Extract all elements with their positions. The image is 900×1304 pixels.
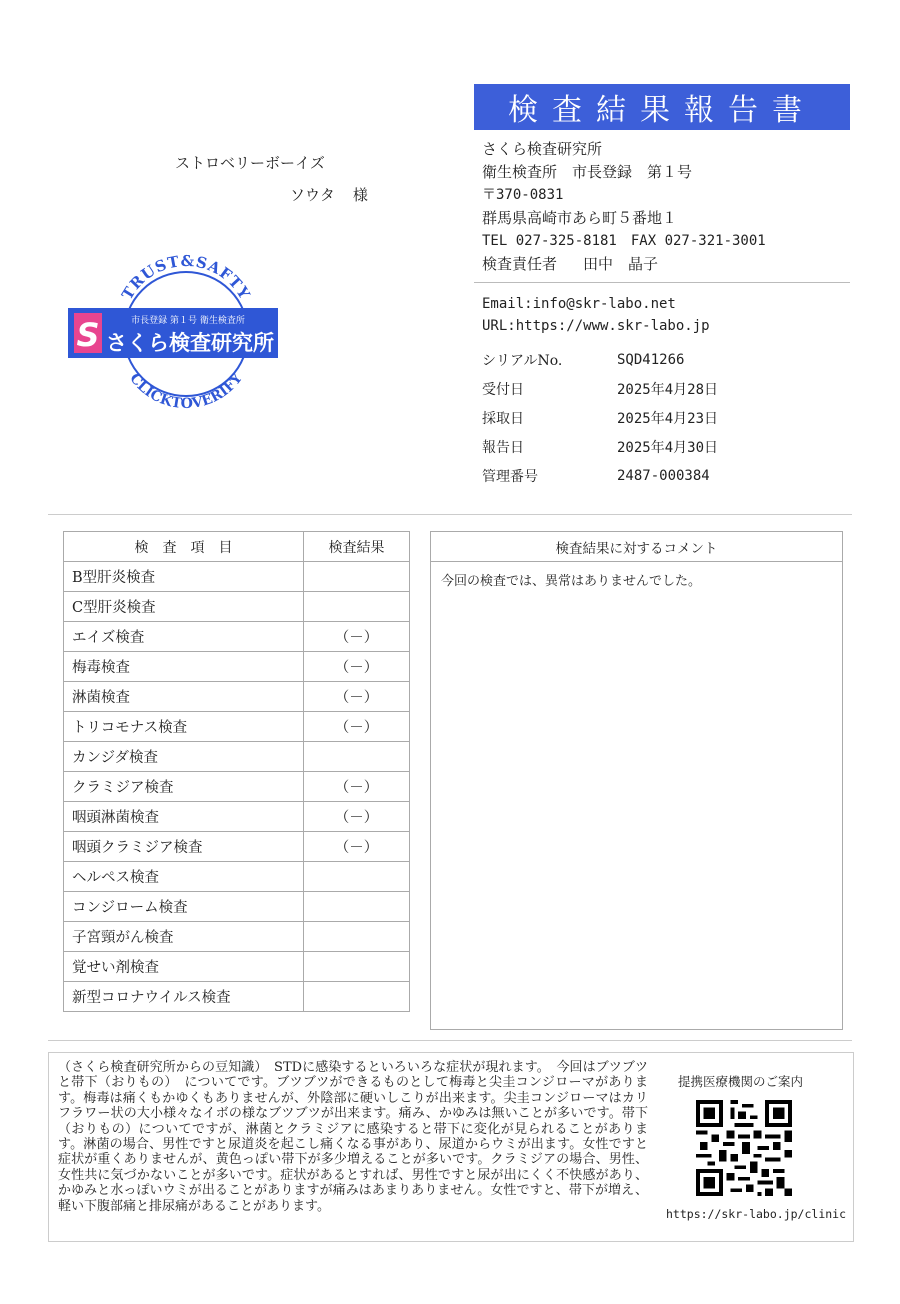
logo-small-text: 市長登録 第１号 衛生検査所 [131, 316, 245, 326]
issuer-contact [482, 293, 710, 337]
meta-value: 2025年4月23日 [617, 410, 719, 427]
logo-bottom-text: CLICKTOVERIFY [126, 370, 246, 410]
clinic-label: 提携医療機関のご案内 [678, 1074, 804, 1089]
issuer-registration: 衛生検査所 市長登録 第１号 [482, 163, 693, 181]
meta-value: SQD41266 [617, 351, 685, 368]
issuer-address: 群馬県高崎市あら町５番地１ [482, 209, 678, 227]
meta-row [482, 403, 718, 432]
manager-name: 田中 晶子 [583, 255, 659, 273]
table-row [64, 772, 410, 802]
logo-top-text: TRUST&SAFTY [118, 251, 254, 303]
meta-label: シリアルNo. [482, 352, 563, 369]
divider [48, 514, 852, 515]
trivia-text: （さくら検査研究所からの豆知識） STDに感染するといろいろな症状が現れます。 今回はブツブツと帯下（おりもの） についてです。ブツブツができるものとして梅毒と尖圭コンジローマがあります。梅毒は痛くもかゆくもありませんが、外陰部に硬いしこりが出来ます。尖圭コンジローマはカリフラワー状の大小様々なイボの様なブツブツが出来ます。痛み、かゆみは無いことが多いです。帯下（おりもの）についてですが、淋菌とクラミジアに感染すると帯下に変化が見られることがあります。淋菌の場合、男性ですと尿道炎を起こし痛くなる事があり、尿道からウミが出ます。女性ですと症状が重くありませんが、黄色っぽい帯下が多少増えることが多いです。クラミジアの場合、男性、女性共に気づかないことが多いです。症状があるとすれば、男性ですと尿が出にくく不快感があり、かゆみと水っぽいウミが出ることがありますが痛みはあまりありません。女性ですと、帯下が増え、軽い下腹部痛と排尿痛があることがあります。 [58, 1060, 648, 1214]
comment-header: 検査結果に対するコメント [431, 532, 842, 562]
table-row [64, 922, 410, 952]
recipient-company: ストロベリーボーイズ [175, 154, 325, 172]
logo-main-text: さくら検査研究所 [106, 331, 274, 355]
logo-letter: S [76, 316, 100, 354]
test-result [304, 952, 410, 982]
issuer-email[interactable]: Email:info@skr-labo.net [482, 296, 676, 312]
header-item: 検 査 項 目 [64, 532, 304, 562]
test-item: 淋菌検査 [64, 682, 304, 712]
test-item: B型肝炎検査 [64, 562, 304, 592]
issuer-url[interactable]: URL:https://www.skr-labo.jp [482, 318, 710, 334]
test-result: （－） [304, 802, 410, 832]
test-item: 新型コロナウイルス検査 [64, 982, 304, 1012]
test-result [304, 562, 410, 592]
meta-label: 管理番号 [482, 468, 538, 485]
test-item: コンジローム検査 [64, 892, 304, 922]
meta-row [482, 345, 718, 374]
table-row [64, 562, 410, 592]
issuer-phone-fax: TEL 027-325-8181 FAX 027-321-3001 [482, 233, 766, 249]
divider [48, 1040, 852, 1041]
issuer-name: さくら検査研究所 [482, 140, 603, 158]
svg-text:CLICKTOVERIFY [126, 370, 246, 410]
meta-value: 2487-000384 [617, 467, 710, 484]
test-result: （－） [304, 832, 410, 862]
test-item: カンジダ検査 [64, 742, 304, 772]
test-item: クラミジア検査 [64, 772, 304, 802]
meta-row [482, 461, 718, 490]
test-result [304, 922, 410, 952]
test-item: 覚せい剤検査 [64, 952, 304, 982]
table-header-row [64, 532, 410, 562]
lab-logo[interactable] [66, 250, 286, 410]
qr-code-icon[interactable] [696, 1100, 792, 1196]
table-row [64, 802, 410, 832]
meta-row [482, 374, 718, 403]
test-item: トリコモナス検査 [64, 712, 304, 742]
test-result: （－） [304, 652, 410, 682]
test-item: ヘルペス検査 [64, 862, 304, 892]
test-result [304, 862, 410, 892]
divider [474, 282, 850, 283]
test-item: 子宮頸がん検査 [64, 922, 304, 952]
table-row [64, 652, 410, 682]
test-item: 梅毒検査 [64, 652, 304, 682]
test-result: （－） [304, 712, 410, 742]
header-result: 検査結果 [304, 532, 410, 562]
table-row [64, 742, 410, 772]
issuer-info [482, 138, 766, 276]
meta-label: 受付日 [482, 381, 524, 398]
comment-text: 今回の検査では、異常はありませんでした。 [441, 574, 702, 589]
test-result [304, 982, 410, 1012]
table-row [64, 982, 410, 1012]
test-item: エイズ検査 [64, 622, 304, 652]
meta-value: 2025年4月28日 [617, 381, 719, 398]
meta-row [482, 432, 718, 461]
table-row [64, 592, 410, 622]
test-item: 咽頭淋菌検査 [64, 802, 304, 832]
clinic-url[interactable]: https://skr-labo.jp/clinic [666, 1207, 847, 1221]
table-row [64, 622, 410, 652]
issuer-manager [482, 253, 766, 276]
test-item: C型肝炎検査 [64, 592, 304, 622]
test-result [304, 742, 410, 772]
meta-label: 報告日 [482, 439, 524, 456]
meta-label: 採取日 [482, 410, 524, 427]
table-row [64, 832, 410, 862]
recipient-honorific: 様 [352, 186, 368, 204]
test-result: （－） [304, 622, 410, 652]
recipient-name: ソウタ [290, 186, 335, 204]
test-result [304, 892, 410, 922]
test-result [304, 592, 410, 622]
manager-label: 検査責任者 [482, 255, 558, 273]
test-item: 咽頭クラミジア検査 [64, 832, 304, 862]
table-row [64, 952, 410, 982]
recipient-name-line [290, 184, 368, 205]
issuer-postal: 〒370-0831 [482, 187, 564, 203]
results-table [63, 531, 410, 1012]
table-row [64, 892, 410, 922]
table-row [64, 682, 410, 712]
table-row [64, 712, 410, 742]
test-result: （－） [304, 682, 410, 712]
table-row [64, 862, 410, 892]
report-meta [482, 345, 718, 490]
meta-value: 2025年4月30日 [617, 439, 719, 456]
report-title: 検査結果報告書 [474, 84, 850, 130]
comment-box [430, 531, 843, 1030]
test-result: （－） [304, 772, 410, 802]
